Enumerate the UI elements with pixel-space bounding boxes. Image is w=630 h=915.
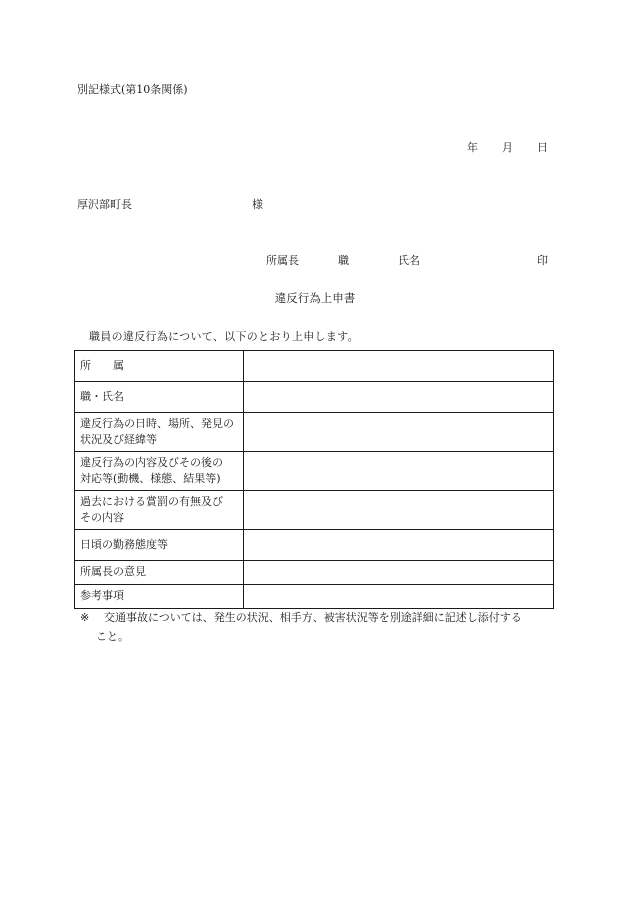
seal-label: 印 bbox=[537, 254, 548, 267]
sender-affiliation-head-label: 所属長 bbox=[266, 254, 299, 267]
row-value-field[interactable] bbox=[244, 490, 554, 529]
table-row bbox=[75, 413, 554, 452]
table-row bbox=[75, 451, 554, 490]
row-label bbox=[75, 560, 244, 584]
sender-block bbox=[266, 255, 548, 266]
date-month-label: 月 bbox=[502, 141, 513, 154]
addressee-honorific: 様 bbox=[252, 198, 263, 211]
row-value-field[interactable] bbox=[244, 584, 554, 608]
row-label-line1: 違反行為の内容及びその後の bbox=[80, 455, 223, 469]
row-value-field[interactable] bbox=[244, 351, 554, 382]
row-value-field[interactable] bbox=[244, 382, 554, 413]
table-row bbox=[75, 351, 554, 382]
row-label bbox=[75, 529, 244, 560]
report-table bbox=[74, 350, 554, 609]
table-row bbox=[75, 529, 554, 560]
date-day-label: 日 bbox=[537, 141, 548, 154]
row-value-field[interactable] bbox=[244, 413, 554, 452]
row-label-line1: 過去における賞罰の有無及び bbox=[80, 494, 223, 508]
row-label-line1: 所 属 bbox=[80, 359, 124, 373]
row-value-field[interactable] bbox=[244, 560, 554, 584]
row-label-line1: 違反行為の日時、場所、発見の bbox=[80, 417, 234, 430]
row-label-line2: その内容 bbox=[80, 510, 124, 524]
row-label-line1: 日頃の勤務態度等 bbox=[80, 537, 168, 551]
row-label bbox=[75, 490, 244, 529]
footnote bbox=[80, 609, 555, 646]
intro-text: 職員の違反行為について、以下のとおり上申します。 bbox=[89, 330, 359, 343]
date-year-label: 年 bbox=[467, 141, 478, 154]
date-field[interactable] bbox=[467, 142, 548, 153]
table-row bbox=[75, 584, 554, 608]
addressee-name: 厚沢部町長 bbox=[77, 198, 132, 211]
row-label-line1: 所属長の意見 bbox=[80, 565, 146, 579]
addressee bbox=[77, 199, 263, 210]
row-value-field[interactable] bbox=[244, 451, 554, 490]
sender-name-label: 氏名 bbox=[398, 254, 420, 267]
note-line2: こと。 bbox=[96, 629, 129, 643]
row-label bbox=[75, 382, 244, 413]
table-row bbox=[75, 382, 554, 413]
row-label bbox=[75, 451, 244, 490]
table-row bbox=[75, 560, 554, 584]
sender-position-label: 職 bbox=[338, 254, 349, 267]
row-label bbox=[75, 351, 244, 382]
row-label-line2: 対応等(動機、様態、結果等) bbox=[80, 471, 221, 485]
row-label-line1: 参考事項 bbox=[80, 589, 124, 603]
row-label-line1: 職・氏名 bbox=[80, 390, 124, 404]
row-label bbox=[75, 413, 244, 452]
note-line1: 交通事故については、発生の状況、相手方、被害状況等を別途詳細に記述し添付する bbox=[104, 611, 522, 624]
table-row bbox=[75, 490, 554, 529]
row-value-field[interactable] bbox=[244, 529, 554, 560]
note-mark: ※ bbox=[80, 611, 90, 624]
form-title: 別記様式(第10条関係) bbox=[77, 83, 188, 96]
row-label-line2: 状況及び経緯等 bbox=[80, 432, 157, 446]
document-title: 違反行為上申書 bbox=[274, 291, 356, 305]
row-label bbox=[75, 584, 244, 608]
